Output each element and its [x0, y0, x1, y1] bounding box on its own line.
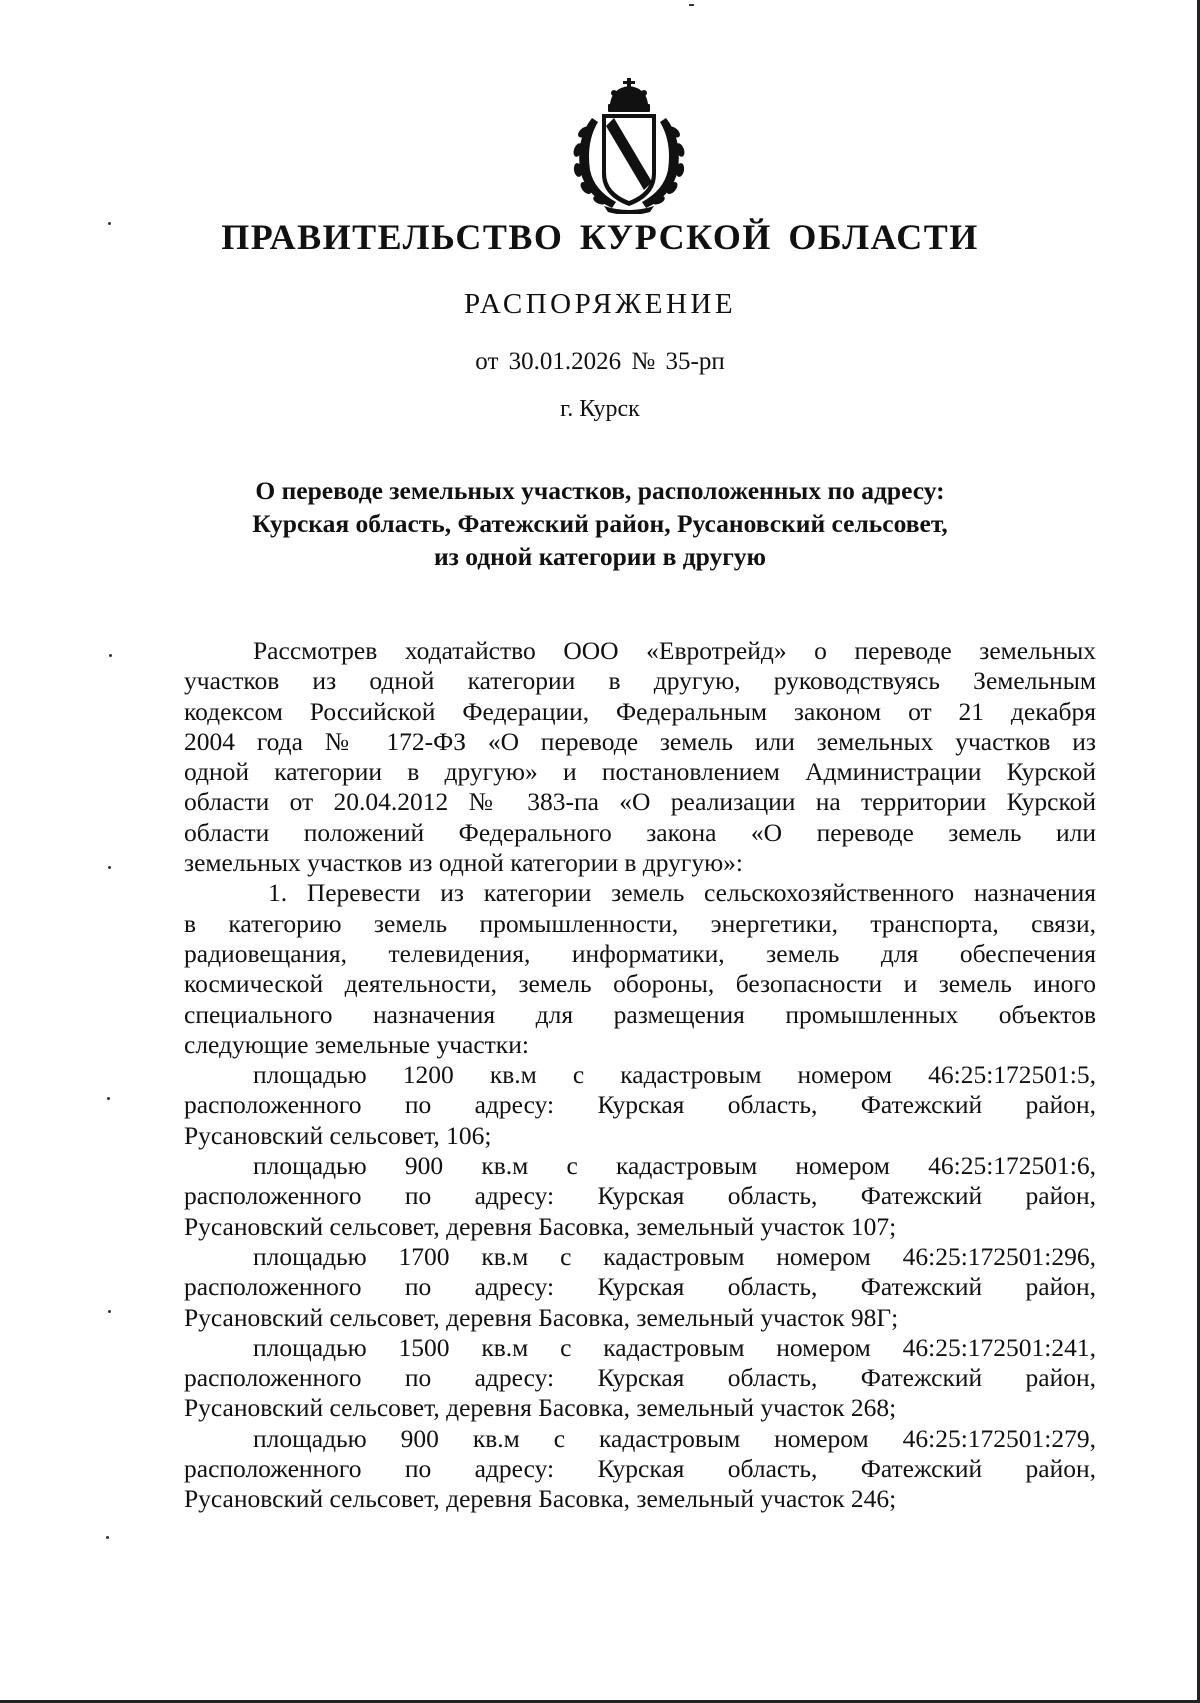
- plot-line: Русановский сельсовет, деревня Басовка, земельный участок 107;: [184, 1211, 897, 1241]
- document-body: [184, 636, 1096, 1515]
- item-line: радиовещания, телевидения, информатики, земель для обеспечения: [184, 938, 1096, 968]
- scan-dot: [107, 1097, 110, 1100]
- plot-line: площадью 900 кв.м с кадастровым номером 46:25:172501:279,: [253, 1423, 1096, 1453]
- document-number: 35-рп: [665, 348, 725, 375]
- plot-line: Русановский сельсовет, деревня Басовка, земельный участок 98Г;: [184, 1302, 899, 1332]
- subject-line: О переводе земельных участков, расположенных по адресу:: [255, 476, 945, 505]
- scan-dot: [106, 1536, 109, 1539]
- preamble-line: Рассмотрев ходатайство ООО «Евротрейд» о переводе земельных: [253, 636, 1096, 665]
- item-line: космической деятельности, земель обороны, безопасности и земель иного: [184, 969, 1096, 999]
- preamble-line: земельных участков из одной категории в другую»:: [184, 848, 743, 878]
- item-line: следующие земельные участки:: [184, 1029, 529, 1059]
- subject-line: из одной категории в другую: [433, 542, 767, 571]
- government-title: ПРАВИТЕЛЬСТВО КУРСКОЙ ОБЛАСТИ: [221, 217, 979, 257]
- date-prefix: от: [475, 348, 499, 375]
- document-city: г. Курск: [560, 396, 640, 422]
- scan-dot: [108, 866, 111, 869]
- plot-line: Русановский сельсовет, 106;: [184, 1120, 492, 1150]
- document-date-line: [0, 348, 1200, 376]
- document-date: 30.01.2026: [508, 348, 622, 375]
- scan-dot: [109, 654, 112, 657]
- coat-of-arms-icon: [564, 78, 694, 214]
- plot-line: расположенного по адресу: Курская область, Фатежский район,: [184, 1454, 1096, 1484]
- plot-line: Русановский сельсовет, деревня Басовка, земельный участок 246;: [184, 1484, 897, 1514]
- preamble-line: кодексом Российской Федерации, Федеральным законом от 21 декабря: [184, 696, 1096, 726]
- plot-line: расположенного по адресу: Курская область, Фатежский район,: [184, 1272, 1096, 1302]
- scan-mark: [689, 4, 694, 6]
- preamble-line: одной категории в другую» и постановлением Администрации Курской: [184, 757, 1096, 787]
- plot-line: площадью 1500 кв.м с кадастровым номером 46:25:172501:241,: [253, 1332, 1096, 1362]
- document-subject: [0, 474, 1200, 573]
- preamble-line: 2004 года № 172-ФЗ «О переводе земель или земельных участков из: [184, 726, 1096, 756]
- preamble-line: области от 20.04.2012 № 383-па «О реализации на территории Курской: [184, 787, 1096, 817]
- number-sign: №: [631, 348, 656, 375]
- plot-line: расположенного по адресу: Курская область, Фатежский район,: [184, 1363, 1096, 1393]
- plot-line: Русановский сельсовет, деревня Басовка, земельный участок 268;: [184, 1393, 897, 1423]
- scan-dot: [108, 222, 111, 225]
- preamble-line: участков из одной категории в другую, руководствуясь Земельным: [184, 666, 1096, 696]
- plot-line: расположенного по адресу: Курская область, Фатежский район,: [184, 1181, 1096, 1211]
- plot-line: площадью 1700 кв.м с кадастровым номером 46:25:172501:296,: [253, 1241, 1096, 1271]
- item-line: специального назначения для размещения промышленных объектов: [184, 999, 1096, 1029]
- plot-line: площадью 900 кв.м с кадастровым номером 46:25:172501:6,: [253, 1151, 1096, 1181]
- preamble-line: области положений Федерального закона «О переводе земель или: [184, 817, 1096, 847]
- document-type: РАСПОРЯЖЕНИЕ: [463, 288, 737, 320]
- scan-dot: [108, 1310, 111, 1313]
- plot-line: расположенного по адресу: Курская область, Фатежский район,: [184, 1090, 1096, 1120]
- item-line: 1. Перевести из категории земель сельскохозяйственного назначения: [268, 878, 1096, 908]
- item-line: в категорию земель промышленности, энергетики, транспорта, связи,: [184, 908, 1096, 938]
- subject-line: Курская область, Фатежский район, Русановский сельсовет,: [252, 509, 948, 538]
- plot-line: площадью 1200 кв.м с кадастровым номером 46:25:172501:5,: [253, 1060, 1096, 1090]
